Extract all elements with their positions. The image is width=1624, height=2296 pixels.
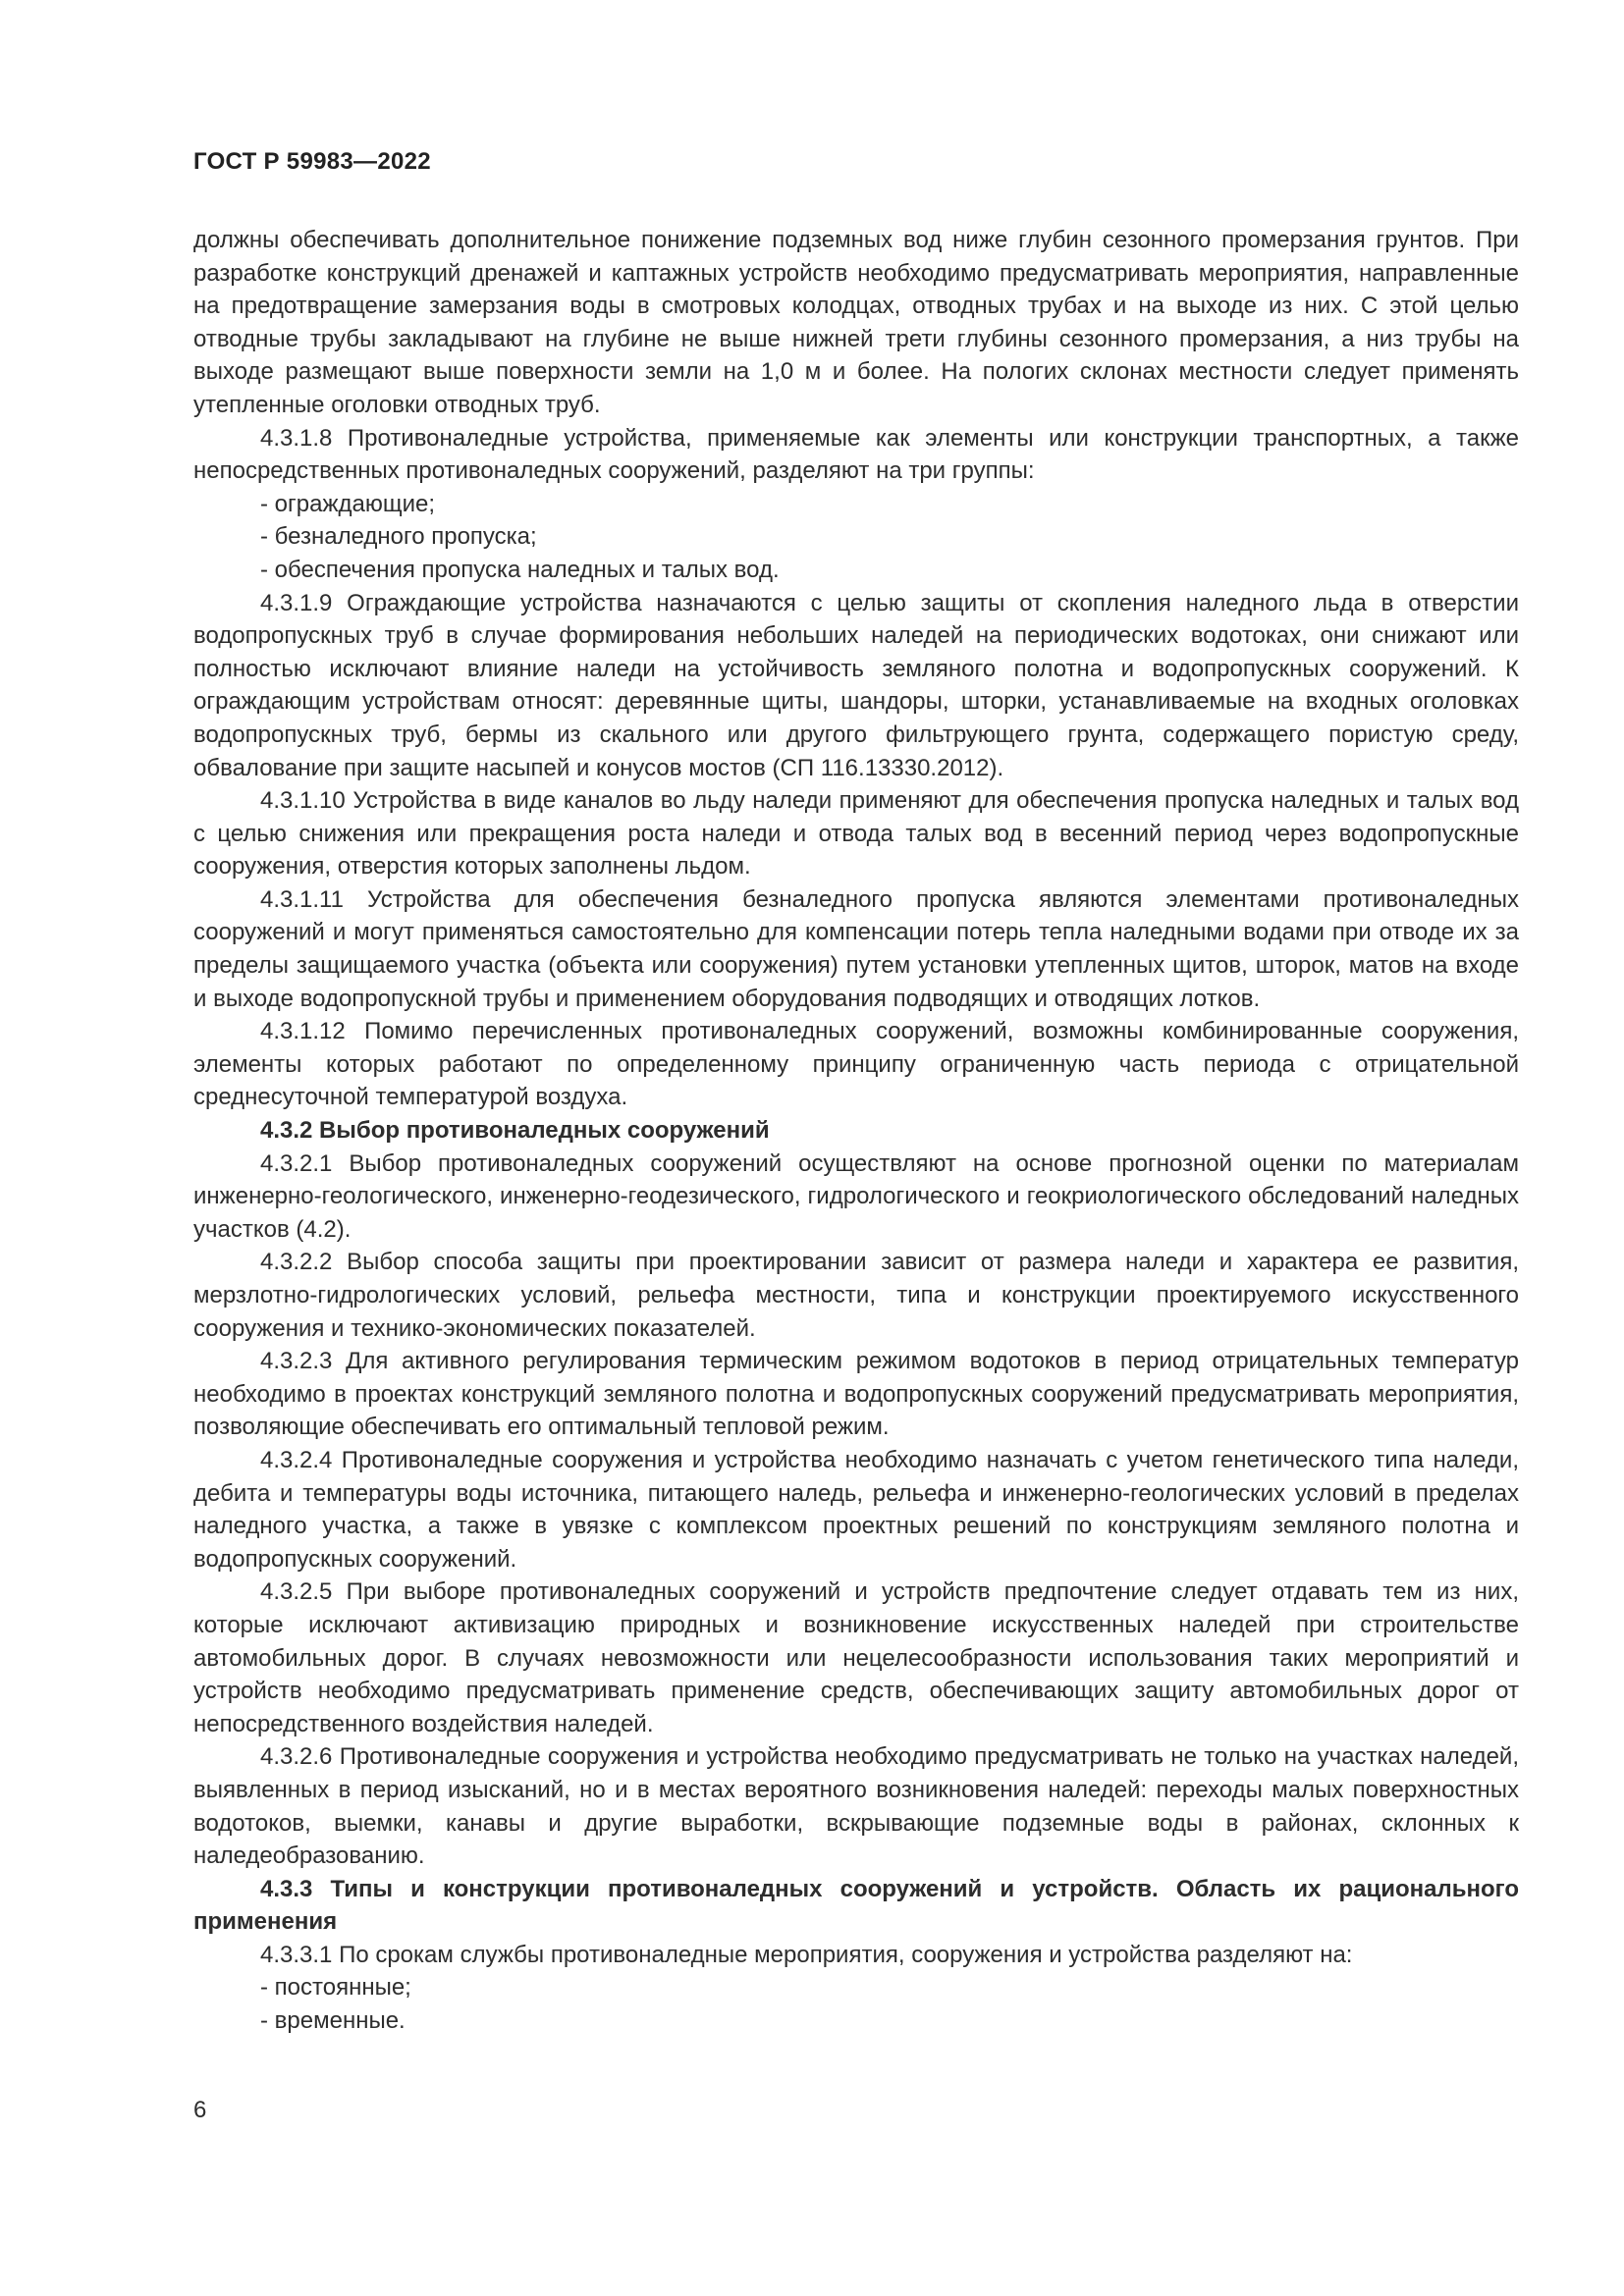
- paragraph-4-3-2-3: 4.3.2.3 Для активного регулирования термическим режимом водотоков в период отрицательных температур необходимо в проектах конструкций земляного полотна и водопропускных сооружений предусматривать мероприятия, позволяющие обеспечивать его оптимальный тепловой режим.: [193, 1348, 1519, 1441]
- paragraph-4-3-2-2: 4.3.2.2 Выбор способа защиты при проектировании зависит от размера наледи и характера ее развития, мерзлотно-гидрологических условий, рельефа местности, типа и конструкции проектируемого искусственного сооружения и технико-экономических показателей.: [193, 1249, 1519, 1342]
- paragraph-4-3-1-9: 4.3.1.9 Ограждающие устройства назначаются с целью защиты от скопления наледного льда в отверстии водопропускных труб в случае формирования небольших наледей на периодических водотоках, они снижают или полностью исключают влияние наледи на устойчивость земляного полотна и водопропускных сооружений. К ограждающим устройствам относят: деревянные щиты, шандоры, шторки, устанавливаемые на входных оголовках водопропускных труб, бермы из скального или другого фильтрующего грунта, содержащего пористую среду, обвалование при защите насыпей и конусов мостов (СП 116.13330.2012).: [193, 589, 1519, 781]
- paragraph-4-3-2-5: 4.3.2.5 При выборе противоналедных сооружений и устройств предпочтение следует отдавать тем из них, которые исключают активизацию природных и возникновение искусственных наледей при строительстве автомобильных дорог. В случаях невозможности или нецелесообразности использования таких мероприятий и устройств необходимо предусматривать применение средств, обеспечивающих защиту автомобильных дорог от непосредственного воздействия наледей.: [193, 1578, 1519, 1737]
- paragraph-4-3-1-11: 4.3.1.11 Устройства для обеспечения безналедного пропуска являются элементами противоналедных сооружений и могут применяться самостоятельно для компенсации потерь тепла наледными водами при отводе их за пределы защищаемого участка (объекта или сооружения) путем установки утепленных щитов, шторок, матов на входе и выходе водопропускной трубы и применением оборудования подводящих и отводящих лотков.: [193, 885, 1519, 1012]
- paragraph-4-3-1-12: 4.3.1.12 Помимо перечисленных противоналедных сооружений, возможны комбинированные сооружения, элементы которых работают по определенному принципу ограниченную часть периода с отрицательной среднесуточной температурой воздуха.: [193, 1018, 1519, 1111]
- document-header: ГОСТ Р 59983—2022: [193, 148, 431, 175]
- paragraph-4-3-1-10: 4.3.1.10 Устройства в виде каналов во льду наледи применяют для обеспечения пропуска наледных и талых вод с целью снижения или прекращения роста наледи и отвода талых вод в весенний период через водопропускные сооружения, отверстия которых заполнены льдом.: [193, 787, 1519, 881]
- paragraph-4-3-2-6: 4.3.2.6 Противоналедные сооружения и устройства необходимо предусматривать не только на участках наледей, выявленных в период изысканий, но и в местах вероятного возникновения наледей: переходы малых поверхностных водотоков, выемки, канавы и другие выработки, вскрывающие подземные воды в районах, склонных к наледеобразованию.: [193, 1743, 1519, 1870]
- paragraph-continued: должны обеспечивать дополнительное понижение подземных вод ниже глубин сезонного промерзания грунтов. При разработке конструкций дренажей и каптажных устройств необходимо предусматривать мероприятия, направленные на предотвращение замерзания воды в смотровых колодцах, отводных трубах и на выходе из них. С этой целью отводные трубы закладывают на глубине не выше нижней трети глубины сезонного промерзания, а низ трубы на выходе размещают выше поверхности земли на 1,0 м и более. На пологих склонах местности следует применять утепленные оголовки отводных труб.: [193, 227, 1519, 418]
- page-number: 6: [193, 2097, 207, 2123]
- list-item: - временные.: [260, 2007, 406, 2035]
- section-heading-4-3-3: 4.3.3 Типы и конструкции противоналедных сооружений и устройств. Область их рационального применения: [193, 1875, 1519, 1936]
- paragraph-4-3-2-1: 4.3.2.1 Выбор противоналедных сооружений осуществляют на основе прогнозной оценки по материалам инженерно-геологического, инженерно-геодезического, гидрологического и геокриологического обследований наледных участков (4.2).: [193, 1149, 1519, 1243]
- list-item: - обеспечения пропуска наледных и талых вод.: [260, 556, 780, 583]
- section-heading-4-3-2: 4.3.2 Выбор противоналедных сооружений: [260, 1117, 770, 1145]
- list-item: - ограждающие;: [260, 490, 436, 517]
- paragraph-4-3-1-8: 4.3.1.8 Противоналедные устройства, применяемые как элементы или конструкции транспортных, а также непосредственных противоналедных сооружений, разделяют на три группы:: [193, 424, 1519, 485]
- document-body: [193, 224, 1519, 2038]
- list-item: - постоянные;: [260, 1974, 411, 2002]
- list-item: - безналедного пропуска;: [260, 523, 537, 551]
- paragraph-4-3-3-1: 4.3.3.1 По срокам службы противоналедные мероприятия, сооружения и устройства разделяют на:: [260, 1941, 1353, 1968]
- paragraph-4-3-2-4: 4.3.2.4 Противоналедные сооружения и устройства необходимо назначать с учетом генетического типа наледи, дебита и температуры воды источника, питающего наледь, рельефа и инженерно-геологических условий в пределах наледного участка, а также в увязке с комплексом проектных решений по конструкциям земляного полотна и водопропускных сооружений.: [193, 1446, 1519, 1573]
